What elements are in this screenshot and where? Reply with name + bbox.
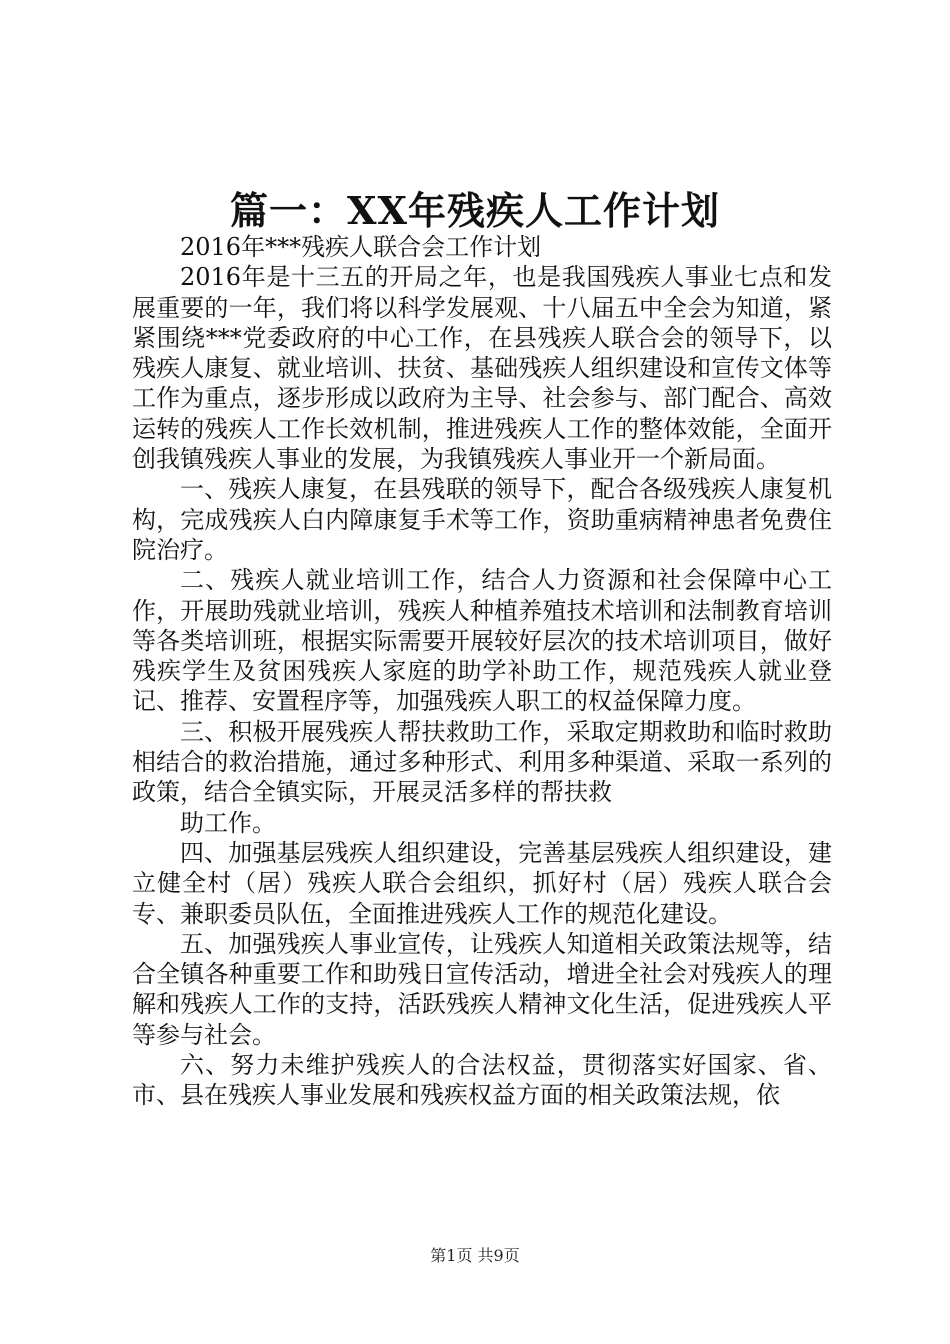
section-5-publicity: 五、加强残疾人事业宣传，让残疾人知道相关政策法规等，结合全镇各种重要工作和助残日宣传活动，增进全社会对残疾人的理解和残疾人工作的支持，活跃残疾人精神文化生活，促进残疾人平等参与社会。 [132, 929, 832, 1049]
document-subtitle: 2016年***残疾人联合会工作计划 [180, 233, 542, 261]
section-4-organization: 四、加强基层残疾人组织建设，完善基层残疾人组织建设，建立健全村（居）残疾人联合会组织，抓好村（居）残疾人联合会专、兼职委员队伍，全面推进残疾人工作的规范化建设。 [132, 838, 832, 928]
section-1-rehabilitation: 一、残疾人康复，在县残联的领导下，配合各级残疾人康复机构，完成残疾人白内障康复手术等工作，资助重病精神患者免费住院治疗。 [132, 475, 832, 564]
section-3-assistance: 三、积极开展残疾人帮扶救助工作，采取定期救助和临时救助相结合的救治措施，通过多种形式、利用多种渠道、采取一系列的政策，结合全镇实际，开展灵活多样的帮扶救 [132, 717, 832, 807]
document-body [132, 232, 832, 1111]
page-title: 篇一：XX年残疾人工作计划 [230, 188, 720, 233]
section-2-employment-training: 二、残疾人就业培训工作，结合人力资源和社会保障中心工作，开展助残就业培训，残疾人种植养殖技术培训和法制教育培训等各类培训班，根据实际需要开展较好层次的技术培训项目，做好残疾学生及贫困残疾人家庭的助学补助工作，规范残疾人就业登记、推荐、安置程序等，加强残疾人职工的权益保障力度。 [132, 566, 832, 716]
page-footer: 第1页 共9页 [430, 1246, 520, 1265]
section-6-rights: 六、努力未维护残疾人的合法权益，贯彻落实好国家、省、市、县在残疾人事业发展和残疾权益方面的相关政策法规，依 [132, 1051, 832, 1110]
intro-paragraph: 2016年是十三五的开局之年，也是我国残疾人事业七点和发展重要的一年，我们将以科学发展观、十八届五中全会为知道，紧紧围绕***党委政府的中心工作，在县残疾人联合会的领导下，以残疾人康复、就业培训、扶贫、基础残疾人组织建设和宣传文体等工作为重点，逐步形成以政府为主导、社会参与、部门配合、高效运转的残疾人工作长效机制，推进残疾人工作的整体效能，全面开创我镇残疾人事业的发展，为我镇残疾人事业开一个新局面。 [132, 263, 832, 474]
section-3-continuation: 助工作。 [180, 808, 276, 837]
